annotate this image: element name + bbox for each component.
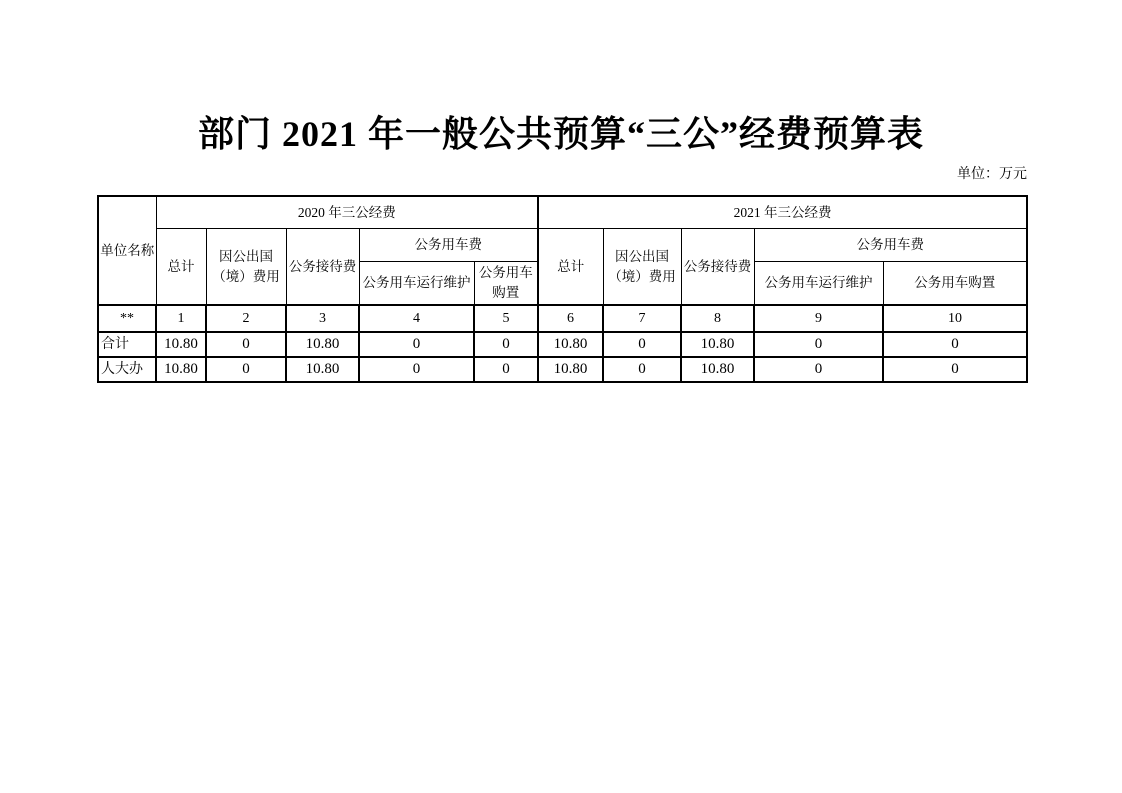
header-2021-vehicle-purchase: 公务用车购置 <box>883 262 1027 306</box>
index-col-9: 9 <box>754 305 883 332</box>
index-col-4: 4 <box>359 305 474 332</box>
data-cell: 10.80 <box>286 332 359 357</box>
budget-table-container <box>97 195 1028 383</box>
header-2021-vehicle-maintenance: 公务用车运行维护 <box>754 262 883 306</box>
header-2020-abroad: 因公出国（境）费用 <box>206 229 286 306</box>
header-2021-vehicle-group: 公务用车费 <box>754 229 1027 262</box>
header-2020-total: 总计 <box>156 229 206 306</box>
data-cell: 0 <box>474 332 538 357</box>
data-cell: 10.80 <box>681 357 754 382</box>
header-2021-abroad: 因公出国（境）费用 <box>603 229 681 306</box>
header-group-2021: 2021 年三公经费 <box>538 196 1027 229</box>
index-col-3: 3 <box>286 305 359 332</box>
data-cell: 0 <box>603 357 681 382</box>
data-cell: 10.80 <box>286 357 359 382</box>
header-2020-reception: 公务接待费 <box>286 229 359 306</box>
header-row-categories <box>98 229 1027 262</box>
header-row-groups <box>98 196 1027 229</box>
header-2020-vehicle-maintenance: 公务用车运行维护 <box>359 262 474 306</box>
budget-table <box>97 195 1028 383</box>
index-col-7: 7 <box>603 305 681 332</box>
index-col-6: 6 <box>538 305 603 332</box>
header-2020-vehicle-group: 公务用车费 <box>359 229 538 262</box>
data-cell: 10.80 <box>156 357 206 382</box>
data-cell: 0 <box>359 357 474 382</box>
document-title: 部门 2021 年一般公共预算“三公”经费预算表 <box>197 114 924 154</box>
header-2021-total: 总计 <box>538 229 603 306</box>
row-label: 人大办 <box>98 357 156 382</box>
data-cell: 0 <box>603 332 681 357</box>
index-col-1: 1 <box>156 305 206 332</box>
data-cell: 0 <box>474 357 538 382</box>
index-label: ** <box>98 305 156 332</box>
data-cell: 0 <box>883 332 1027 357</box>
index-row <box>98 305 1027 332</box>
data-cell: 10.80 <box>538 332 603 357</box>
header-2021-reception: 公务接待费 <box>681 229 754 306</box>
data-cell: 0 <box>883 357 1027 382</box>
index-col-10: 10 <box>883 305 1027 332</box>
index-col-5: 5 <box>474 305 538 332</box>
data-cell: 0 <box>206 357 286 382</box>
table-row-total <box>98 332 1027 357</box>
data-cell: 10.80 <box>538 357 603 382</box>
data-cell: 0 <box>754 332 883 357</box>
data-cell: 10.80 <box>681 332 754 357</box>
unit-label: 单位：万元 <box>957 167 1027 182</box>
data-cell: 10.80 <box>156 332 206 357</box>
table-row-rendaban <box>98 357 1027 382</box>
row-label: 合计 <box>98 332 156 357</box>
header-2020-vehicle-purchase: 公务用车购置 <box>474 262 538 306</box>
data-cell: 0 <box>206 332 286 357</box>
data-cell: 0 <box>754 357 883 382</box>
index-col-2: 2 <box>206 305 286 332</box>
header-unit-name: 单位名称 <box>98 196 156 305</box>
index-col-8: 8 <box>681 305 754 332</box>
data-cell: 0 <box>359 332 474 357</box>
header-group-2020: 2020 年三公经费 <box>156 196 538 229</box>
